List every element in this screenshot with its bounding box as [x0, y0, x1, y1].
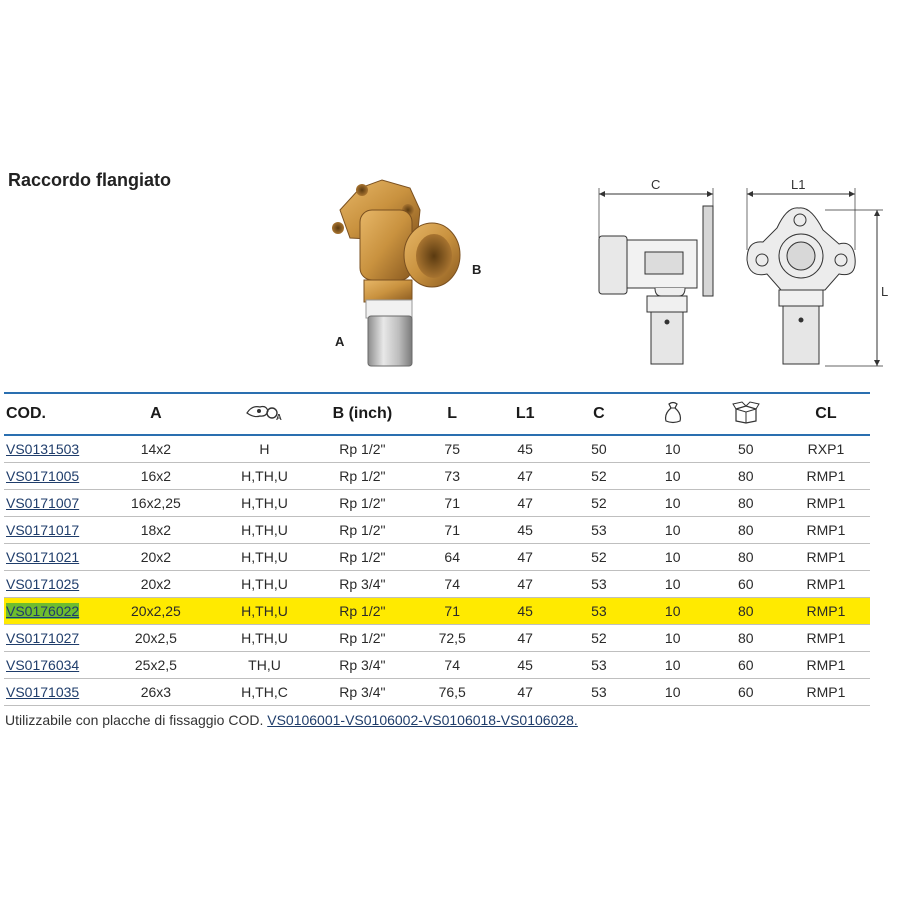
cell-app: H,TH,U [220, 544, 308, 571]
cell-l: 71 [416, 490, 488, 517]
cell-cod[interactable] [4, 652, 92, 679]
cell-box: 80 [710, 463, 782, 490]
cell-c: 53 [562, 652, 636, 679]
box-icon [732, 400, 760, 424]
cell-bag: 10 [636, 490, 710, 517]
cell-cod[interactable] [4, 544, 92, 571]
cell-cod[interactable] [4, 463, 92, 490]
cell-a: 26x3 [92, 679, 221, 706]
cell-a: 25x2,5 [92, 652, 221, 679]
bag-icon [662, 400, 684, 424]
cell-l: 71 [416, 598, 488, 625]
cell-box: 50 [710, 435, 782, 463]
cell-bag: 10 [636, 598, 710, 625]
cell-b: Rp 3/4" [309, 571, 416, 598]
cell-c: 52 [562, 544, 636, 571]
cell-b: Rp 1/2" [309, 544, 416, 571]
col-header-l1: L1 [488, 393, 562, 435]
cell-cod[interactable] [4, 679, 92, 706]
cell-a: 20x2 [92, 544, 221, 571]
cell-a: 20x2 [92, 571, 221, 598]
cell-a: 18x2 [92, 517, 221, 544]
note-text: Utilizzabile con placche di fissaggio COD. [5, 712, 268, 728]
cell-app: H,TH,U [220, 625, 308, 652]
cell-bag: 10 [636, 435, 710, 463]
cell-l: 64 [416, 544, 488, 571]
cell-cl: RMP1 [782, 652, 870, 679]
col-header-cod: COD. [4, 393, 92, 435]
cell-a: 14x2 [92, 435, 221, 463]
cell-b: Rp 3/4" [309, 679, 416, 706]
cell-c: 50 [562, 435, 636, 463]
cell-c: 52 [562, 490, 636, 517]
cell-bag: 10 [636, 571, 710, 598]
cell-l1: 45 [488, 598, 562, 625]
cell-box: 80 [710, 490, 782, 517]
table-row [4, 463, 870, 490]
cell-cl: RMP1 [782, 679, 870, 706]
cell-cl: RMP1 [782, 625, 870, 652]
table-row [4, 435, 870, 463]
product-code-link[interactable]: VS0171035 [6, 684, 80, 700]
product-photo [320, 170, 490, 370]
col-header-application [220, 393, 308, 435]
cell-cod[interactable] [4, 625, 92, 652]
col-header-b: B (inch) [309, 393, 416, 435]
product-code-link[interactable]: VS0171025 [6, 576, 80, 592]
cell-cod[interactable] [4, 517, 92, 544]
product-code-link[interactable]: VS0171021 [6, 549, 80, 565]
cell-l1: 47 [488, 490, 562, 517]
cell-app: H,TH,C [220, 679, 308, 706]
cell-l: 76,5 [416, 679, 488, 706]
product-code-link[interactable]: VS0171017 [6, 522, 80, 538]
cell-app: H,TH,U [220, 598, 308, 625]
cell-c: 53 [562, 598, 636, 625]
cell-box: 80 [710, 544, 782, 571]
cell-bag: 10 [636, 544, 710, 571]
product-code-link[interactable]: VS0176034 [6, 657, 80, 673]
cell-app: H,TH,U [220, 490, 308, 517]
col-header-c: C [562, 393, 636, 435]
col-header-bag [636, 393, 710, 435]
col-header-l: L [416, 393, 488, 435]
flanged-fitting-image [320, 170, 490, 370]
cell-l1: 45 [488, 517, 562, 544]
cell-c: 53 [562, 679, 636, 706]
cell-bag: 10 [636, 463, 710, 490]
cell-b: Rp 1/2" [309, 490, 416, 517]
table-row [4, 517, 870, 544]
cell-b: Rp 1/2" [309, 517, 416, 544]
cell-cl: RMP1 [782, 598, 870, 625]
table-row [4, 490, 870, 517]
cell-cl: RXP1 [782, 435, 870, 463]
cell-c: 53 [562, 517, 636, 544]
cell-l: 74 [416, 571, 488, 598]
cell-l1: 47 [488, 625, 562, 652]
cell-app: TH,U [220, 652, 308, 679]
cell-l1: 45 [488, 435, 562, 463]
table-row [4, 625, 870, 652]
cell-bag: 10 [636, 517, 710, 544]
col-header-a: A [92, 393, 221, 435]
product-code-link[interactable]: VS0176022 [6, 603, 80, 619]
cell-bag: 10 [636, 679, 710, 706]
cell-l1: 45 [488, 652, 562, 679]
cell-box: 60 [710, 571, 782, 598]
cell-l: 72,5 [416, 625, 488, 652]
cell-cod[interactable] [4, 598, 92, 625]
dim-l-label: L [881, 284, 889, 299]
col-header-cl: CL [782, 393, 870, 435]
product-code-link[interactable]: VS0131503 [6, 441, 80, 457]
label-a: A [335, 334, 345, 349]
cell-l1: 47 [488, 544, 562, 571]
table-row [4, 598, 870, 625]
cell-cl: RMP1 [782, 544, 870, 571]
page-title: Raccordo flangiato [8, 170, 172, 190]
cell-cl: RMP1 [782, 517, 870, 544]
cell-app: H,TH,U [220, 517, 308, 544]
dim-c-label: C [651, 177, 661, 192]
cell-app: H,TH,U [220, 463, 308, 490]
cell-a: 16x2,25 [92, 490, 221, 517]
cell-box: 80 [710, 625, 782, 652]
cell-b: Rp 1/2" [309, 435, 416, 463]
cell-bag: 10 [636, 625, 710, 652]
cell-l1: 47 [488, 463, 562, 490]
cell-l: 73 [416, 463, 488, 490]
plate-codes-link[interactable]: VS0106001-VS0106002-VS0106018-VS0106028. [267, 712, 578, 728]
cell-c: 52 [562, 625, 636, 652]
cell-c: 52 [562, 463, 636, 490]
cell-cl: RMP1 [782, 463, 870, 490]
table-header-row [4, 393, 870, 435]
cell-l1: 47 [488, 571, 562, 598]
cell-l1: 47 [488, 679, 562, 706]
product-code-link[interactable]: VS0171005 [6, 468, 80, 484]
table-row [4, 679, 870, 706]
cell-b: Rp 1/2" [309, 463, 416, 490]
table-row [4, 571, 870, 598]
cell-l: 71 [416, 517, 488, 544]
fluid-application-icon [244, 402, 284, 422]
technical-drawing [585, 170, 890, 380]
dim-l1-label: L1 [791, 177, 806, 192]
cell-c: 53 [562, 571, 636, 598]
cell-a: 16x2 [92, 463, 221, 490]
cell-l: 75 [416, 435, 488, 463]
svg-text:A: A [276, 412, 283, 422]
cell-bag: 10 [636, 652, 710, 679]
product-code-link[interactable]: VS0171007 [6, 495, 80, 511]
cell-cl: RMP1 [782, 490, 870, 517]
label-b: B [472, 262, 482, 277]
cell-app: H [220, 435, 308, 463]
cell-l: 74 [416, 652, 488, 679]
product-code-link[interactable]: VS0171027 [6, 630, 80, 646]
cell-a: 20x2,5 [92, 625, 221, 652]
col-header-box [710, 393, 782, 435]
dimension-drawing [585, 170, 890, 380]
cell-box: 60 [710, 679, 782, 706]
product-table [4, 392, 870, 706]
usage-note [5, 712, 578, 728]
cell-b: Rp 3/4" [309, 652, 416, 679]
cell-a: 20x2,25 [92, 598, 221, 625]
cell-b: Rp 1/2" [309, 598, 416, 625]
table-row [4, 652, 870, 679]
cell-cl: RMP1 [782, 571, 870, 598]
cell-cod[interactable] [4, 571, 92, 598]
cell-b: Rp 1/2" [309, 625, 416, 652]
table-row [4, 544, 870, 571]
cell-box: 80 [710, 598, 782, 625]
cell-box: 60 [710, 652, 782, 679]
cell-cod[interactable] [4, 490, 92, 517]
cell-box: 80 [710, 517, 782, 544]
cell-cod[interactable] [4, 435, 92, 463]
cell-app: H,TH,U [220, 571, 308, 598]
